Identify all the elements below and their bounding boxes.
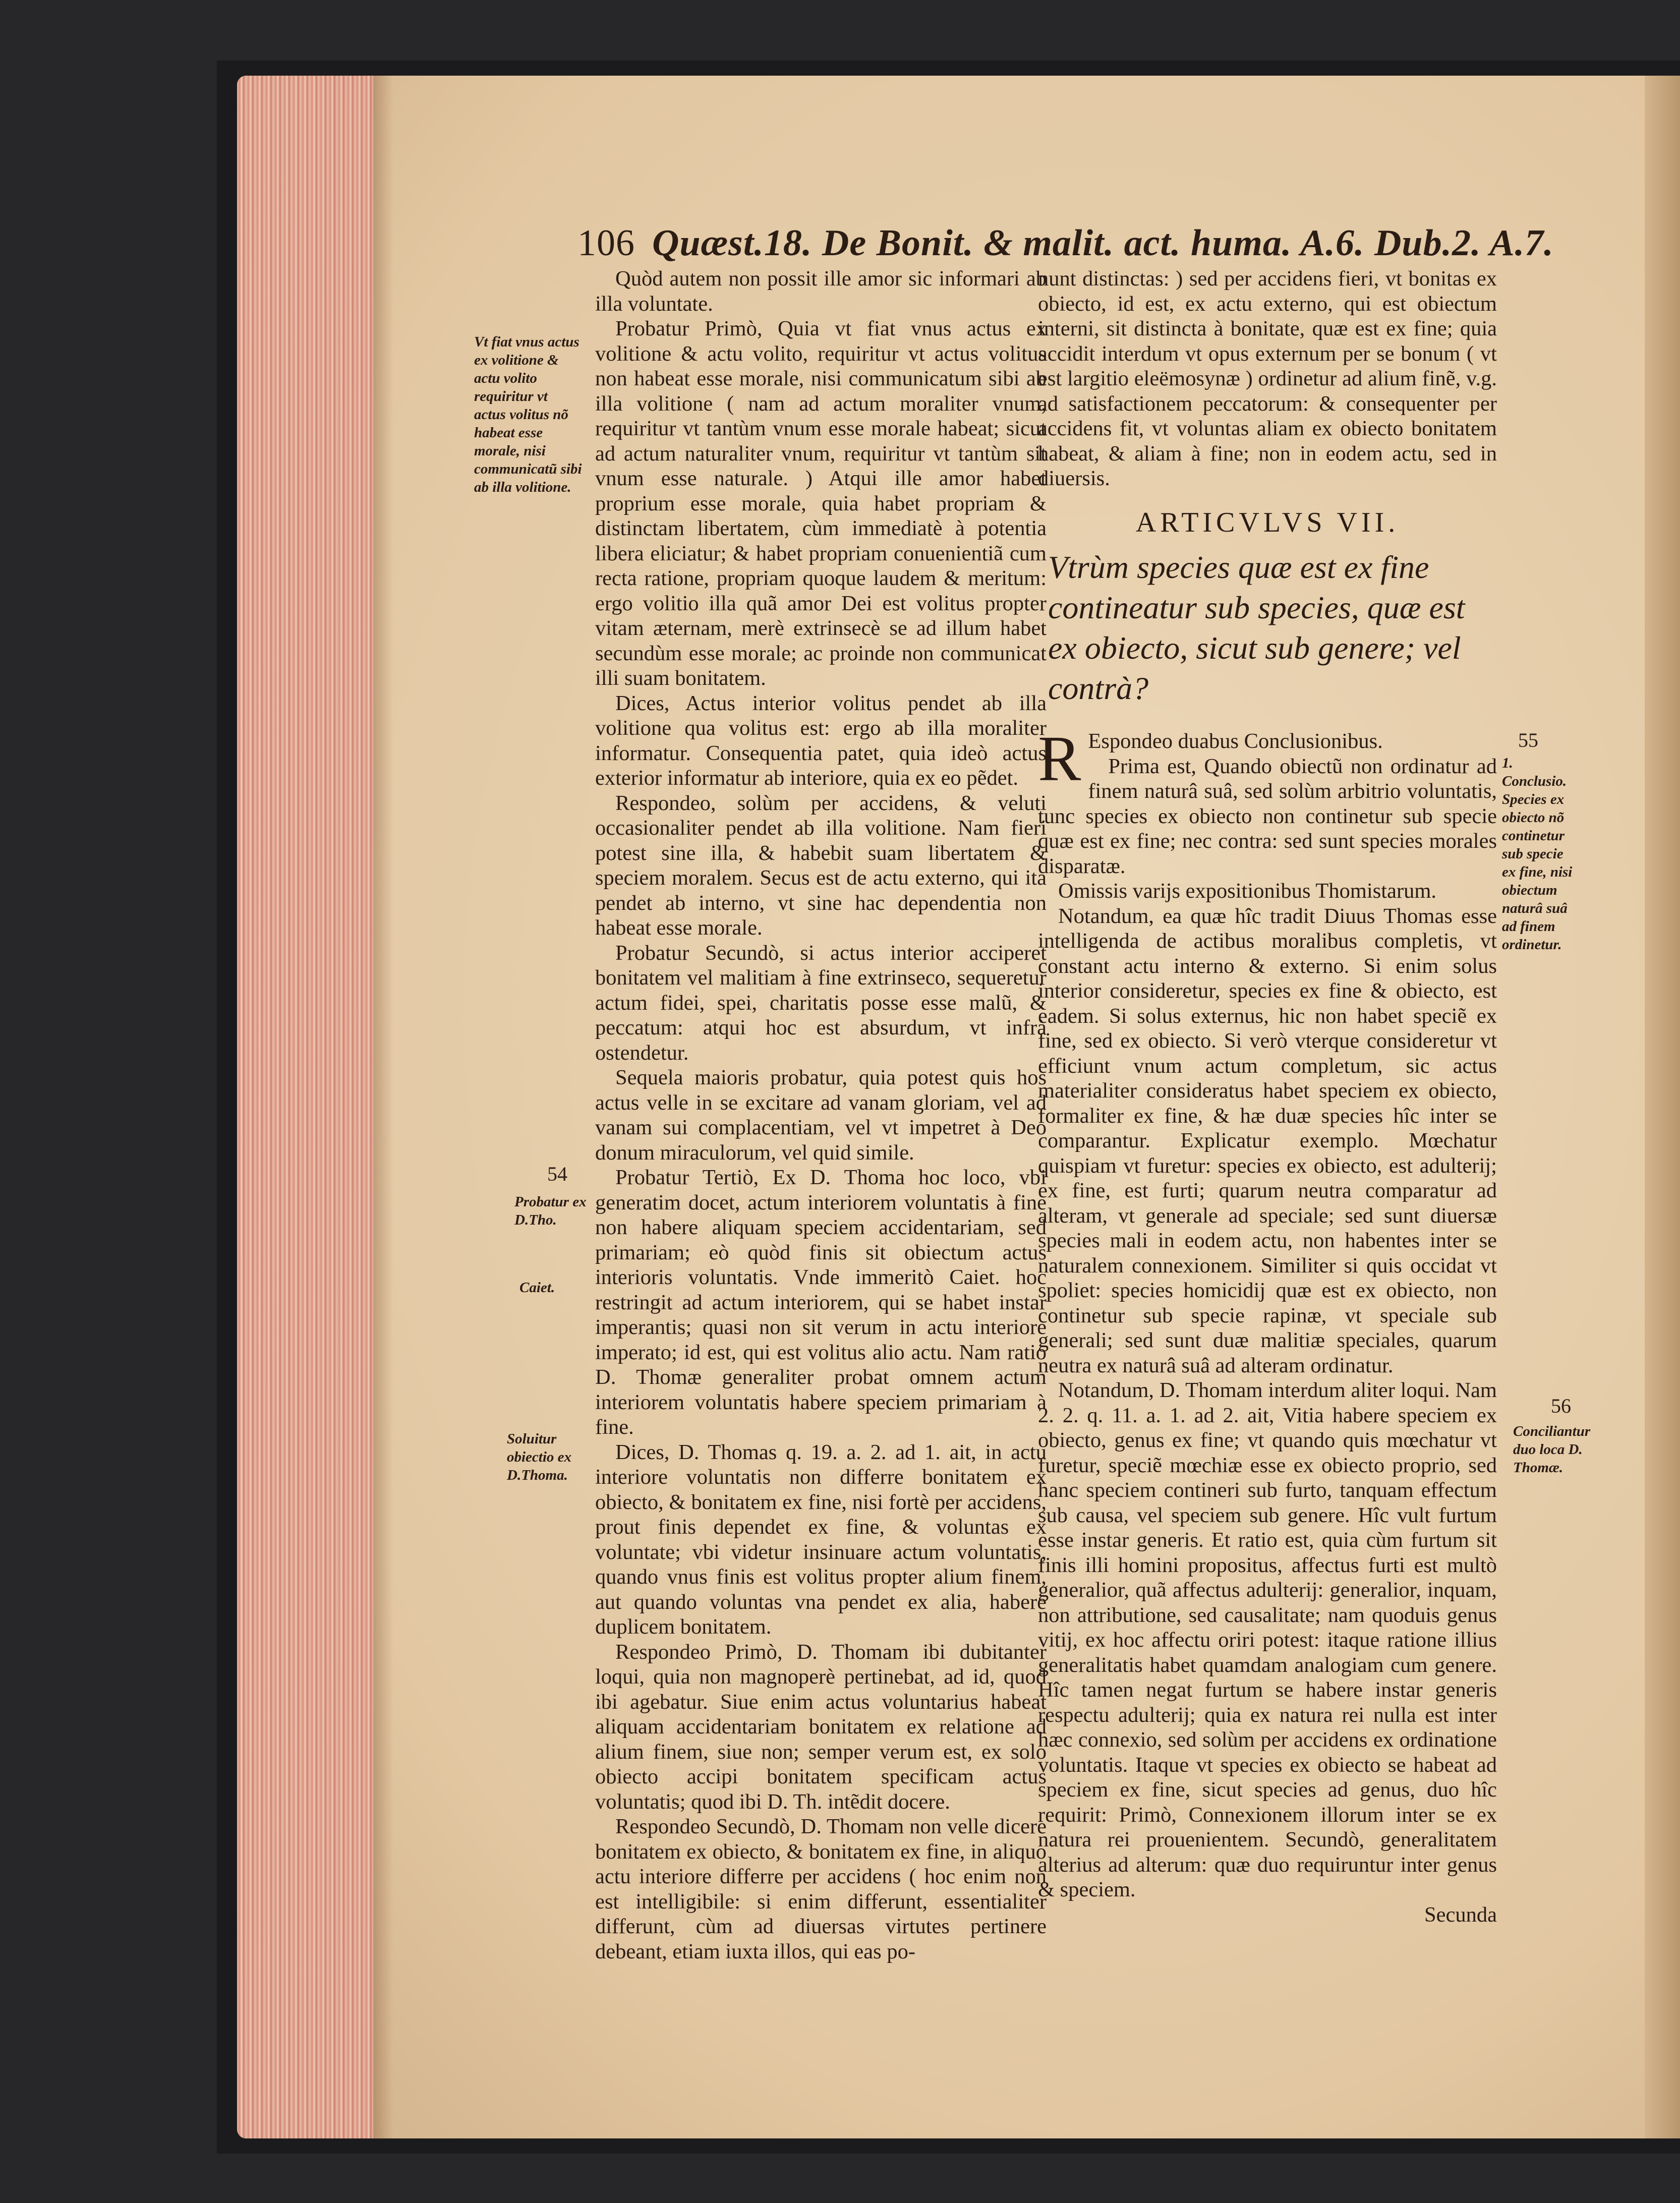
page-edges-red: [237, 76, 373, 2138]
paragraph: Dices, D. Thomas q. 19. a. 2. ad 1. ait, in actu interiore voluntatis non differre bonitatem ex obiecto, & bonitatem ex fine, nisi fortè per accidens, prout finis dependet ex fine, & voluntas ex voluntate; vbi videtur insinuare actum voluntatis, quando vnus finis est volitus propter alium finem, aut quando voluntas vna pendet ex alia, habere duplicem bonitatem.: [595, 1440, 1047, 1639]
catchword: Secunda: [1424, 1902, 1497, 1927]
right-column: [1038, 266, 1497, 1927]
paragraph: Probatur Tertiò, Ex D. Thoma hoc loco, vbi generatim docet, actum interiorem voluntatis à fine non habere aliquam speciem accidentariam, sed primariam; eò quòd finis sit obiectum actus interioris voluntatis. Vnde immeritò Caiet. hoc restringit ad actum interiorem, qui se habet instar imperantis; quasi non sit verum in actu interiore imperato; id est, qui est volitus alio actu. Nam ratio D. Thomæ generaliter probat omnem actum interiorem voluntatis habere speciem primariam à fine.: [595, 1166, 1047, 1439]
running-header: [577, 222, 1554, 265]
paragraph: Notandum, ea quæ hîc tradit Diuus Thomas esse intelligenda de actibus moralibus completis, vt constant actu interno & externo. Si enim solus interior consideretur, species ex fine & obiecto, est eadem. Si solus externus, hic non habet speciẽ ex fine, sed ex obiecto. Si verò vterque consideretur vt efficiunt vnum actum completum, sic actus materialiter consideratus habet speciem ex obiecto, formaliter ex fine, & hæ duæ species hîc inter se comparantur. Explicatur exemplo. Mœchatur quispiam vt furetur: species ex obiecto, est adulterij; ex fine, est furti; quarum neutra comparatur ad alteram, vt generale ad speciale; sed sunt diuersæ species mali in eodem actu, non habentes inter se naturalem connexionem. Similiter si quis occidat vt spoliet: species homicidij quæ est ex obiecto, non continetur sub specie rapinæ, vt speciale sub generali; sed sunt duæ malitiæ speciales, quarum neutra ex naturâ suâ ad alteram ordinatur.: [1038, 904, 1497, 1377]
paragraph: Sequela maioris probatur, quia potest quis hos actus velle in se excitare ad vanam gloriam, vel ad vanam sui complacentiam, vel vt impetret à Deo donum miraculorum, vel quid simile.: [595, 1066, 1047, 1165]
first-paragraph-text: Espondeo duabus Conclusionibus.: [1088, 729, 1383, 753]
margin-note: Caiet.: [519, 1280, 555, 1296]
paragraph: Quòd autem non possit ille amor sic informari ab illa voluntate.: [595, 267, 1047, 316]
margin-note: Conciliantur duo loca D. Thomæ.: [1513, 1423, 1591, 1476]
paragraph: Omissis varijs expositionibus Thomistarum.: [1058, 879, 1437, 903]
paragraph: Prima est, Quando obiectũ non ordinatur ad finem naturâ suâ, sed solùm arbitrio voluntatis, tunc species ex obiecto non continetur sub specie quæ est ex fine; nec contra: sed sunt species morales disparatæ.: [1038, 754, 1497, 878]
paragraph: Probatur Primò, Quia vt fiat vnus actus ex volitione & actu volito, requiritur vt actus volitus non habeat esse morale, nisi communicatum sibi ab illa volitione ( nam ad actum moraliter vnum, requiritur vt tantùm vnum esse morale habeat; sicut ad actum naturaliter vnum, requiritur vt tantùm sit vnum esse naturale. ) Atqui ille amor habet proprium esse morale, quia habet propriam & distinctam libertatem, cùm immediatè à potentia libera eliciatur; & habet propriam conuenientiã cum recta ratione, propriam quoque laudem & meritum: ergo volitio illa quã amor Dei est volitus propter vitam æternam, merè extrinsecè se ad illum habet secundùm esse morale; ac proinde non communicat illi suam bonitatem.: [595, 317, 1047, 690]
margin-number: 55: [1518, 729, 1538, 751]
article-heading: ARTICVLVS VII.: [1135, 506, 1400, 538]
paragraph: Probatur Secundò, si actus interior acciperet bonitatem vel malitiam à fine extrinseco, sequeretur actum fidei, spei, charitatis posse esse malũ, & peccatum: atqui hoc est absurdum, vt infrà ostendetur.: [595, 941, 1047, 1065]
margin-note: 1. Conclusio. Species ex obiecto nõ continetur sub specie ex fine, nisi obiectum naturâ suâ ad finem ordinetur.: [1502, 755, 1573, 953]
paragraph: Dices, Actus interior volitus pendet ab illa volitione qua volitus est: ergo ab illa moraliter informatur. Consequentia patet, quia ideò actus exterior informatur ab interiore, quia ex eo pẽdet.: [595, 691, 1047, 790]
margin-number: 54: [547, 1163, 567, 1185]
margin-note: Soluitur obiectio ex D.Thoma.: [507, 1431, 572, 1483]
margin-note: Probatur ex D.Tho.: [514, 1194, 587, 1228]
margin-number: 56: [1551, 1395, 1571, 1417]
page-number: 106: [577, 222, 635, 264]
paragraph: Respondeo Secundò, D. Thomam non velle dicere bonitatem ex obiecto, & bonitatem ex fine, in aliquo actu interiore differre per accidens ( hoc enim non est intelligibile: si enim differunt, essentialiter differunt, cùm ad diuersas virtutes pertinere debeant, etiam iuxta illos, qui eas po-: [595, 1815, 1047, 1963]
running-title: Quæst.18. De Bonit. & malit. act. huma. A.6. Dub.2. A.7.: [652, 222, 1554, 264]
paragraph: Notandum, D. Thomam interdum aliter loqui. Nam 2. 2. q. 11. a. 1. ad 2. ait, Vitia habere speciem ex obiecto, genus ex fine; vt quando quis mœchatur vt furetur, speciẽ mœchiæ esse ex obiecto proprio, sed hanc speciem contineri sub furto, tanquam effectum sub causa, vel speciem sub genere. Hîc vult furtum esse instar generis. Et ratio est, quia cùm furtum sit finis illi homini propositus, affectus furti est multò generalior, quã affectus adulterij: generalior, inquam, non attributione, sed causalitate; nam quoduis genus vitij, ex hoc affectu oriri potest: itaque ratione illius generalitatis habet quamdam analogiam cum genere. Hîc tamen negat furtum se habere instar generis respectu adulterij; quia ex natura rei nulla est inter hæc connexio, sed solùm per accidens ex ordinatione voluntatis. Itaque vt species ex obiecto se habeat ad speciem ex fine, sicut species ad genus, duo hîc requirit: Primò, Connexionem illorum inter se ex natura rei prouenientem. Secundò, generalitatem alterius ad alterum: quæ duo requiruntur inter genus & speciem.: [1038, 1378, 1497, 1901]
paragraph: nunt distinctas: ) sed per accidens fieri, vt bonitas ex obiecto, id est, ex actu externo, qui est obiectum interni, sit distincta à bonitate, quæ est ex fine; quia accidit interdum vt opus externum per se bonum ( vt est largitio eleëmosynæ ) ordinetur ad alium finẽ, v.g. ad satisfactionem peccatorum: & consequenter per accidens fit, vt voluntas aliam ex obiecto bonitatem habeat, & aliam à fine; non in eodem actu, sed in diuersis.: [1038, 267, 1497, 490]
page-gutter: [1645, 76, 1680, 2138]
left-column: [595, 266, 1047, 1964]
paragraph: Respondeo Primò, D. Thomam ibi dubitanter loqui, quia non magnoperè pertinebat, ad id, quod ibi agebatur. Siue enim actus voluntarius habeat aliquam accidentariam bonitatem ex relatione ad alium finem, siue non; semper verum est, ex solo obiecto accipi bonitatem specificam actus voluntatis; quod ibi D. Th. intẽdit docere.: [595, 1640, 1047, 1814]
article-title: Vtrùm species quæ est ex fine contineatur sub species, quæ est ex obiecto, sicut sub genere; vel contrà?: [1048, 549, 1465, 706]
margin-note: Vt fiat vnus actus ex volitione & actu volito requiritur vt actus volitus nõ habeat esse morale, nisi communicatũ sibi ab illa volitione.: [474, 334, 582, 495]
paragraph: Respondeo, solùm per accidens, & veluti occasionaliter pendet ab illa volitione. Nam fieri potest sine illa, & habebit suam libertatem & speciem moralem. Secus est de actu externo, qui ita pendet ab interno, vt sine hac dependentia non habeat esse morale.: [595, 791, 1047, 940]
drop-cap: R: [1038, 723, 1081, 794]
first-paragraph: [1038, 723, 1497, 794]
